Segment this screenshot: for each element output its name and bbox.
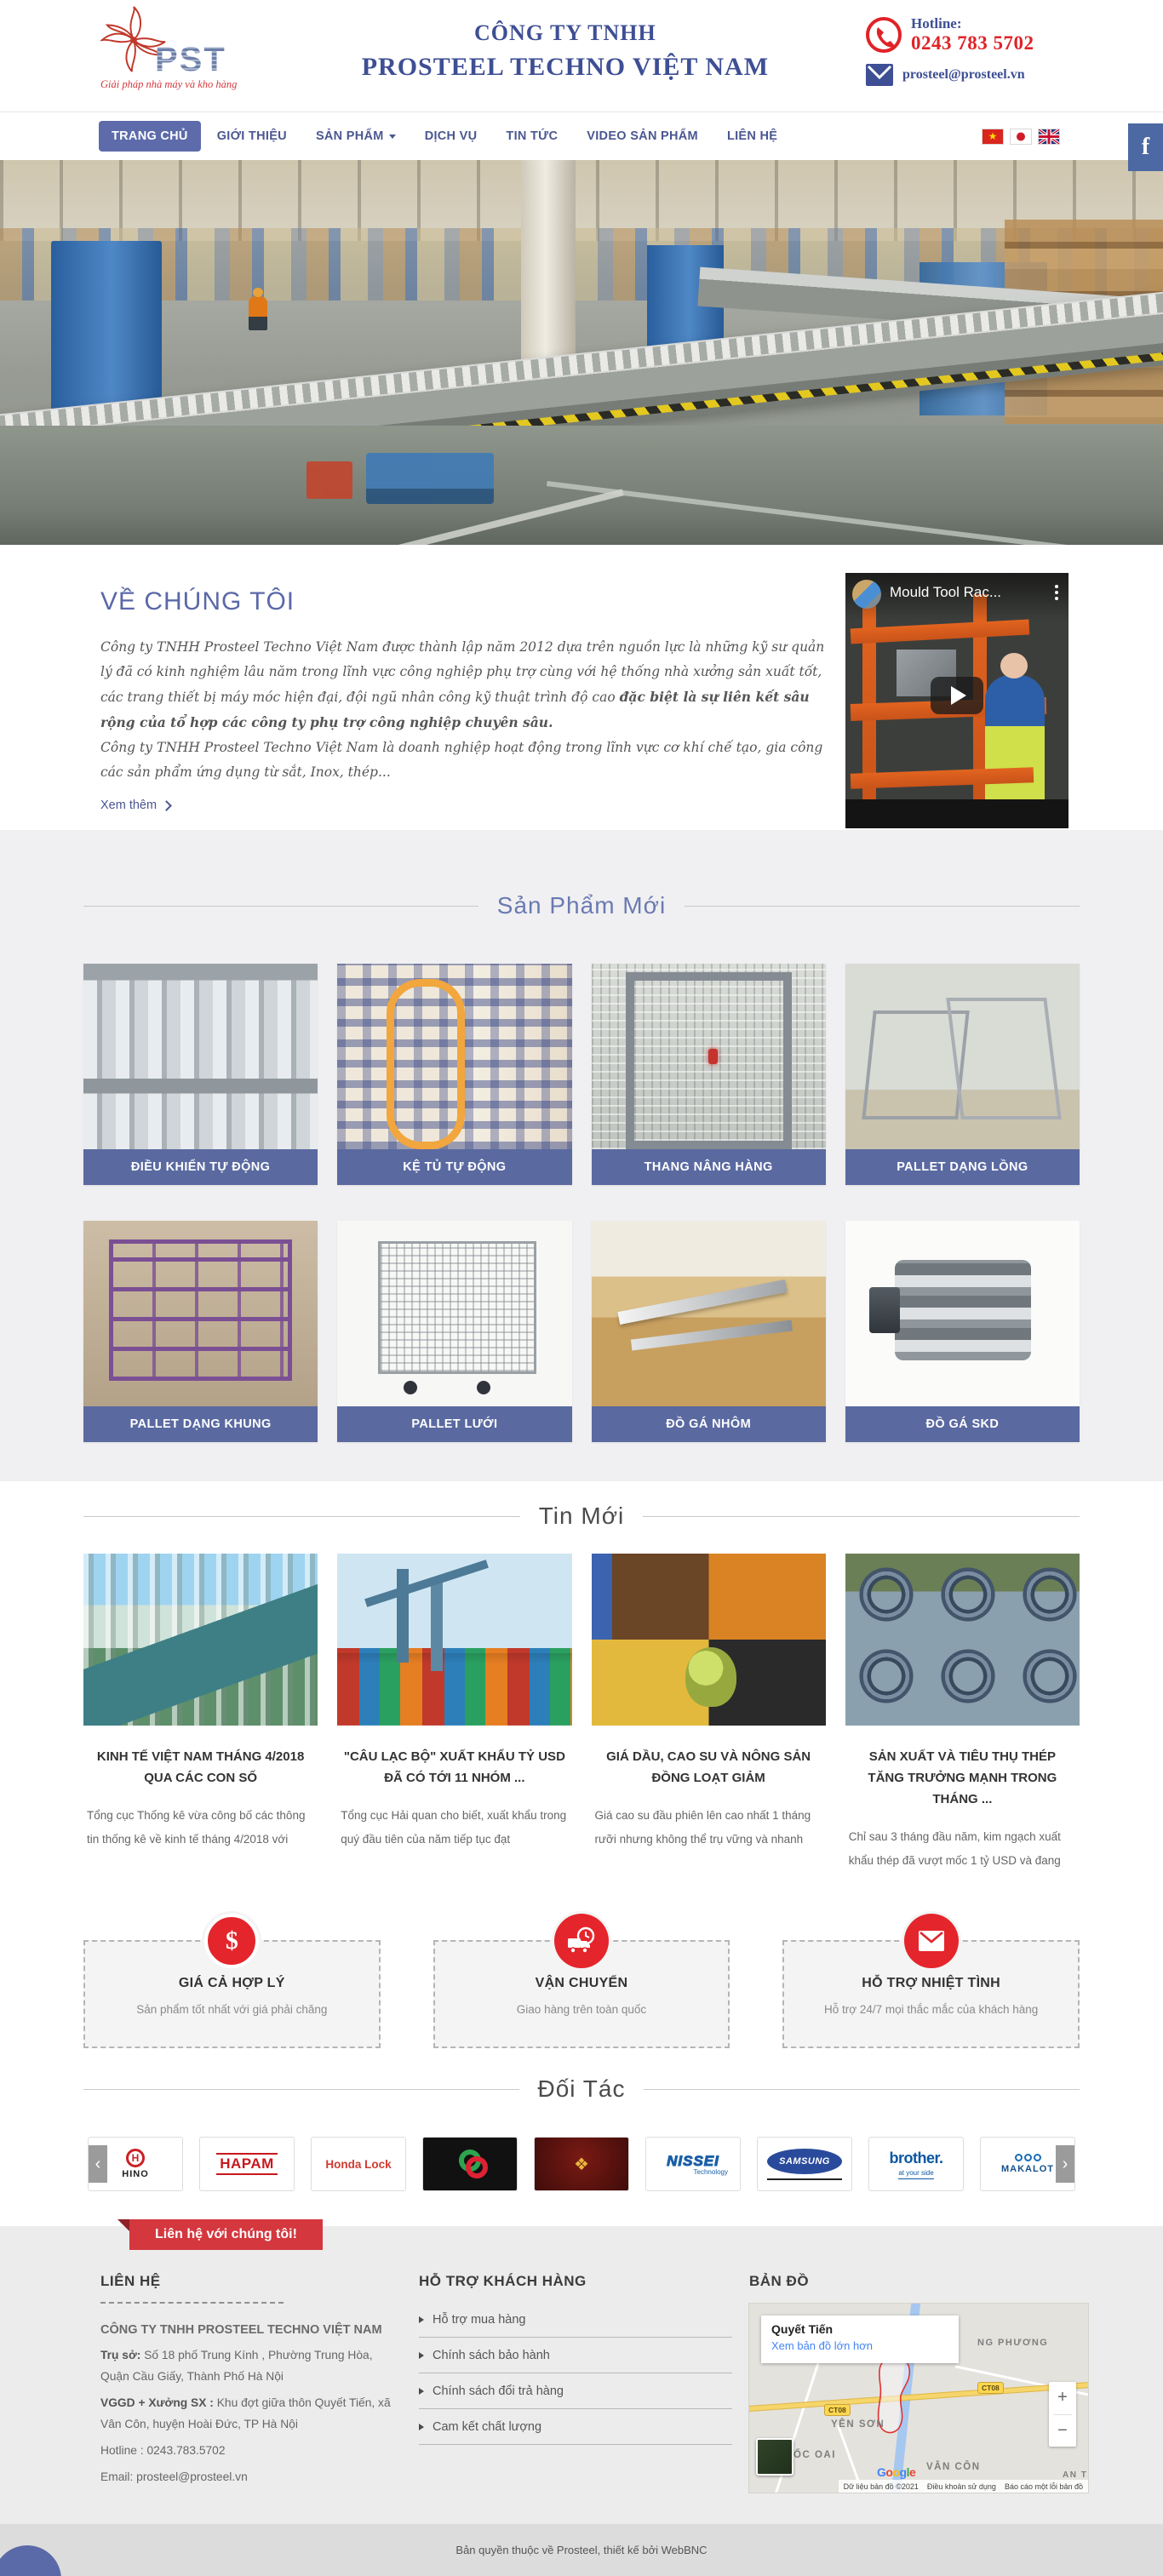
feature-box-price [83,1926,381,2048]
footer-support-column [419,2273,732,2445]
map-info-card [761,2316,959,2363]
chevron-down-icon [389,135,396,139]
dashed-divider [100,2302,284,2304]
product-label: THANG NÂNG HÀNG [592,1149,826,1185]
play-button[interactable] [931,677,983,714]
news-excerpt: Chỉ sau 3 tháng đầu năm, kim ngạch xuất khẩu thép đã vượt mốc 1 tỷ USD và đang [848,1830,1061,1867]
hero-worker [249,296,267,330]
feature-title: HỖ TRỢ NHIỆT TÌNH [862,1976,1001,1990]
news-card[interactable] [83,1554,318,1873]
map-data-copyright: Dữ liệu bản đồ ©2021 [843,2482,919,2491]
partners-carousel [75,2137,1088,2191]
product-label: PALLET DẠNG LỒNG [845,1149,1080,1185]
products-grid [83,964,1080,1442]
red-loop-icon [466,2156,488,2178]
news-image-city-aerial [83,1554,318,1726]
news-title[interactable]: "CÂU LẠC BỘ" XUẤT KHẨU TỶ USD ĐÃ CÓ TỚI 11 NHÓM ... [343,1749,565,1785]
map-label-an-t: AN T [1063,2470,1088,2480]
news-image-container-port [337,1554,571,1726]
partner-logo-red-emblem[interactable] [534,2137,629,2191]
hotline-label: Hotline: [911,15,962,31]
features-row [83,1912,1080,2048]
partner-logo-honda-lock[interactable]: Honda Lock [311,2137,406,2191]
triangle-bullet-icon [419,2424,424,2430]
google-logo[interactable]: Google [877,2465,916,2479]
news-excerpt: Tổng cục Thống kê vừa công bố các thông tin thống kê về kinh tế tháng 4/2018 với [87,1809,306,1846]
route-badge-ct08: CT08 [824,2404,851,2416]
gold-ornament-icon: ❖ [574,2155,589,2174]
product-card[interactable] [845,1221,1080,1442]
partners-heading: Đối Tác [537,2075,626,2102]
nav-item-about[interactable]: GIỚI THIỆU [216,129,287,143]
products-heading: Sản Phẩm Mới [496,892,667,919]
footer-email[interactable]: Email: prosteel@prosteel.vn [100,2470,248,2483]
product-label: ĐỒ GÁ NHÔM [592,1406,826,1442]
news-title[interactable]: GIÁ DẦU, CAO SU VÀ NÔNG SẢN ĐỒNG LOẠT GIẢM [606,1749,811,1785]
footer-contact-column [100,2273,398,2487]
facebook-button[interactable] [1128,123,1163,171]
map-attribution [839,2480,1088,2493]
map-label-song-phuong: NG PHƯƠNG [977,2338,1049,2348]
satellite-view-thumbnail[interactable] [756,2438,793,2476]
feature-text: Sản phẩm tốt nhất với giá phải chăng [136,2003,328,2016]
copyright-text: Bản quyền thuộc về Prosteel, thiết kế bởi WebBNC [455,2544,708,2556]
news-card[interactable] [592,1554,826,1873]
footer-hotline: Hotline : 0243.783.5702 [100,2444,226,2457]
product-card[interactable] [845,964,1080,1185]
about-heading: VỀ CHÚNG TÔI [100,587,295,615]
news-image-steel-coils [845,1554,1080,1726]
main-nav [0,112,1163,160]
news-excerpt: Tổng cục Hải quan cho biết, xuất khẩu trong quý đầu tiên của năm tiếp tục đạt [341,1809,567,1846]
language-switcher [983,129,1059,144]
product-image-auto-shelf [337,964,571,1149]
product-image-control-cabinet [83,964,318,1149]
footer-address-2: VGGD + Xưởng SX : Khu đợt giữa thôn Quyết Tiến, xã Vân Côn, huyện Hoài Đức, TP Hà Nội [100,2396,391,2430]
hino-ring-icon: H [126,2149,145,2167]
japan-flag-icon[interactable] [1011,129,1031,144]
product-card[interactable] [83,964,318,1185]
about-text: Công ty TNHH Prosteel Techno Việt Nam được thành lập năm 2012 dựa trên nguồn lực là những kỹ sư quản lý đã có kinh nghiệm lâu năm trong lĩnh vực công nghiệp phụ trợ cùng với hệ thống nhà xưởng sản xuất tốt, các trang thiết bị máy móc hiện đại, đội ngũ nhân công kỹ thuật trình độ cao đặc biệt là sự liên kết sâu rộng của tổ hợp các công ty phụ trợ công nghiệp chuyên sâu. Công ty TNHH Prosteel Techno Việt Nam là doanh nghiệp hoạt động trong lĩnh vực cơ khí chế tạo, gia công các sản phẩm ứng dụng từ sắt, Inox, thép... [100,639,825,780]
site-title-line1: CÔNG TY TNHH [473,20,656,45]
footer-link-return-policy[interactable]: Chính sách đổi trả hàng [419,2373,732,2409]
product-label: PALLET LƯỚI [337,1406,571,1442]
triangle-bullet-icon [419,2316,424,2323]
contact-ribbon[interactable]: Liên hệ với chúng tôi! [129,2219,323,2250]
partner-logo-hino[interactable]: H HINO [88,2137,183,2191]
partner-logo-samsung[interactable]: SAMSUNG [757,2137,852,2191]
youtube-video-embed[interactable] [845,573,1068,828]
product-card[interactable] [592,1221,826,1442]
feature-box-shipping [433,1940,730,2048]
product-image-cage-pallet [845,964,1080,1149]
footer-link-quality-commitment[interactable]: Cam kết chất lượng [419,2409,732,2445]
news-title[interactable]: KINH TẾ VIỆT NAM THÁNG 4/2018 QUA CÁC CON SỐ [96,1749,305,1785]
footer-company-name: CÔNG TY TNHH PROSTEEL TECHNO VIỆT NAM [100,2323,382,2337]
arrow-right-icon [161,800,172,811]
footer-support-heading: HỖ TRỢ KHÁCH HÀNG [419,2273,587,2289]
product-card[interactable] [337,1221,571,1442]
copyright-bar [0,2524,1163,2576]
vietnam-flag-icon[interactable] [983,129,1003,144]
map-report-link[interactable]: Báo cáo một lỗi bản đồ [1004,2482,1083,2491]
feature-box-support [782,1940,1080,2048]
video-title[interactable]: Mould Tool Rac... [890,584,1002,600]
hotline-number[interactable]: 0243 783 5702 [911,32,1034,54]
hero-blue-machine [51,241,162,420]
product-label: KỆ TỦ TỰ ĐỘNG [337,1149,571,1185]
about-section [0,545,1163,830]
nav-item-videos[interactable]: VIDEO SẢN PHẨM [587,129,698,143]
triangle-bullet-icon [419,2388,424,2395]
product-card[interactable] [337,964,571,1185]
news-grid [83,1554,1080,1873]
nav-item-products[interactable]: SẢN PHẨM [303,121,409,152]
channel-avatar[interactable] [852,580,881,609]
nav-item-news[interactable]: TIN TỨC [506,129,559,143]
footer-map-heading: BẢN ĐỒ [749,2273,810,2289]
product-label: ĐIỀU KHIỂN TỰ ĐỘNG [83,1149,318,1185]
zoom-in-button[interactable]: + [1057,2388,1068,2407]
logo-tagline: Giải pháp nhà máy và kho hàng [100,78,238,90]
feature-title: GIÁ CẢ HỢP LÝ [178,1976,285,1990]
map-label-quoc-oai: ỐC OAI [793,2450,836,2460]
zoom-out-button[interactable]: − [1057,2420,1068,2440]
news-card[interactable] [845,1554,1080,1873]
site-logo[interactable] [100,5,279,91]
video-title-bar [845,573,1068,621]
footer-address-1: Trụ sở: Số 18 phố Trung Kính , Phường Trung Hòa, Quận Cầu Giấy, Thành Phố Hà Nội [100,2349,373,2383]
dollar-icon: $ [204,1914,259,1968]
news-section [0,1481,1163,2060]
product-image-cargo-lift [592,964,826,1149]
product-card[interactable] [83,1221,318,1442]
partner-logo-makalot[interactable]: MAKALOT [980,2137,1075,2191]
product-label: ĐỒ GÁ SKD [845,1406,1080,1442]
nav-item-home[interactable]: TRANG CHỦ [99,121,201,152]
footer-link-warranty-policy[interactable]: Chính sách bảo hành [419,2338,732,2373]
carousel-next-button[interactable]: › [1056,2145,1074,2183]
nav-item-services[interactable]: DỊCH VỤ [424,129,478,143]
map-larger-link[interactable]: Xem bản đồ lớn hơn [771,2339,873,2352]
footer [0,2226,1163,2524]
product-image-mesh-pallet [337,1221,571,1406]
footer-map-column [749,2273,1090,2493]
partner-logo-nissei[interactable]: NISSEI Technology [645,2137,741,2191]
partner-logo-knot-emblem[interactable] [422,2137,518,2191]
hero-trolley [366,453,494,504]
product-image-aluminum-jig [592,1221,826,1406]
footer-link-purchase-support[interactable]: Hỗ trợ mua hàng [419,2302,732,2338]
envelope-icon [865,63,894,87]
partner-logo-brother[interactable]: brother. at your side [868,2137,964,2191]
header-email[interactable]: prosteel@prosteel.vn [902,67,1025,82]
news-heading: Tin Mới [538,1503,625,1529]
product-image-skd-jig [845,1221,1080,1406]
makalot-circles-icon [1015,2154,1041,2161]
products-section-title [83,892,1080,919]
map-label-van-con: VÂN CÔN [926,2462,981,2472]
map-zoom-control [1049,2382,1076,2447]
partner-logo-hapam[interactable]: HAPAM [199,2137,295,2191]
google-map-embed[interactable] [749,2304,1088,2493]
triangle-bullet-icon [419,2352,424,2359]
site-title [362,20,769,82]
news-image-commodities [592,1554,826,1726]
delivery-truck-icon [554,1914,609,1968]
feature-text: Hỗ trợ 24/7 mọi thắc mắc của khách hàng [824,2003,1039,2016]
new-products-section [0,830,1163,1481]
phone-icon [865,16,902,54]
map-terms-link[interactable]: Điều khoản sử dụng [926,2482,996,2491]
product-image-frame-pallet [83,1221,318,1406]
video-menu-icon[interactable] [1055,585,1058,600]
see-more-link[interactable]: Xem thêm [100,799,170,812]
header-contact [865,15,1034,87]
news-excerpt: Giá cao su đầu phiên lên cao nhất 1 tháng rưỡi nhưng không thể trụ vững và nhanh [594,1809,811,1846]
mail-support-icon [904,1914,959,1968]
news-card[interactable] [337,1554,571,1873]
partners-section [0,2060,1163,2226]
uk-flag-icon[interactable] [1039,129,1059,144]
news-section-title [83,1503,1080,1530]
hero-image [0,160,1163,545]
feature-text: Giao hàng trên toàn quốc [516,2003,647,2016]
footer-contact-heading: LIÊN HỆ [100,2273,161,2289]
carousel-prev-button[interactable]: ‹ [89,2145,107,2183]
facebook-icon: f [1141,134,1150,160]
product-card[interactable] [592,964,826,1185]
partners-section-title [83,2075,1080,2103]
logo-text: PST [155,41,226,78]
map-label-yen-son: YÊN SƠN [831,2419,885,2430]
nav-item-contact[interactable]: LIÊN HỆ [726,129,778,143]
header [0,0,1163,112]
feature-title: VẬN CHUYỂN [535,1976,628,1990]
map-place-name: Quyết Tiến [771,2322,834,2336]
play-icon [951,686,966,705]
news-title[interactable]: SẢN XUẤT VÀ TIÊU THỤ THÉP TĂNG TRƯỞNG MẠNH TRONG THÁNG ... [868,1749,1057,1806]
route-badge-ct08: CT08 [977,2382,1004,2394]
site-title-line2: PROSTEEL TECHNO VIỆT NAM [361,53,770,81]
product-label: PALLET DẠNG KHUNG [83,1406,318,1442]
